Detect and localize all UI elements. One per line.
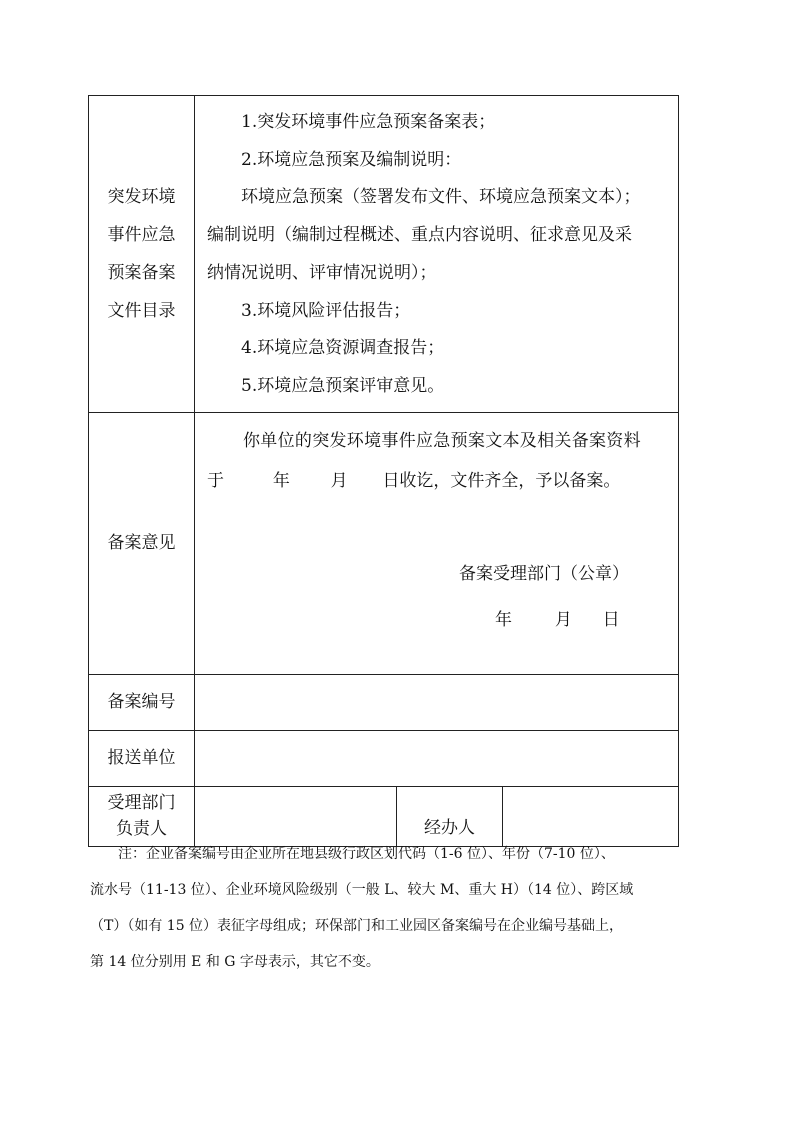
catalog-item: 编制说明（编制过程概述、重点内容说明、征求意见及采	[207, 225, 632, 246]
catalog-label	[89, 96, 195, 413]
filing-number-field[interactable]	[195, 674, 679, 730]
footnote-line: 第 14 位分别用 E 和 G 字母表示，其它不变。	[90, 954, 380, 970]
stamp-year: 年	[495, 609, 512, 630]
footnote-line: （T）（如有 15 位）表征字母组成；环保部门和工业园区备案编号在企业编号基础上，	[90, 918, 624, 934]
opinion-content	[195, 412, 679, 674]
submitting-unit-row	[89, 730, 679, 786]
catalog-item: 环境应急预案（签署发布文件、环境应急预案文本）；	[241, 187, 641, 208]
stamp-day: 日	[602, 609, 620, 630]
catalog-item: 4.环境应急资源调查报告；	[241, 338, 445, 359]
date-year: 年	[272, 470, 290, 491]
footnote	[90, 836, 690, 980]
responsible-label-line: 受理部门	[107, 793, 176, 814]
opinion-row	[89, 412, 679, 674]
footnote-line: 注：企业备案编号由企业所在地县级行政区划代码（1-6 位）、年份（7-10 位）、	[118, 846, 615, 862]
date-day-tail: 日收讫，文件齐全，予以备案。	[382, 470, 621, 491]
catalog-label-line: 突发环境	[107, 186, 176, 207]
date-prefix: 于	[207, 470, 224, 491]
stamp-month: 月	[554, 609, 572, 630]
catalog-list	[195, 96, 679, 413]
footnote-line: 流水号（11-13 位）、企业环境风险级别（一般 L、较大 M、重大 H）（14 位）、跨区域	[90, 882, 634, 898]
catalog-item: 1.突发环境事件应急预案备案表；	[241, 112, 496, 132]
opinion-text: 你单位的突发环境事件应急预案文本及相关备案资料	[243, 430, 641, 451]
received-date-line	[207, 461, 668, 501]
catalog-item: 2.环境应急预案及编制说明：	[241, 149, 462, 170]
submitting-unit-label: 报送单位	[89, 730, 195, 786]
catalog-label-line: 预案备案	[107, 262, 176, 283]
catalog-label-line: 事件应急	[107, 224, 176, 245]
filing-number-label: 备案编号	[89, 674, 195, 730]
stamp-date	[495, 605, 620, 630]
catalog-item: 3.环境风险评估报告；	[241, 300, 411, 321]
filing-number-row	[89, 674, 679, 730]
submitting-unit-field[interactable]	[195, 730, 679, 786]
date-month: 月	[330, 470, 348, 491]
opinion-label: 备案意见	[89, 412, 195, 674]
responsible-label-line: 负责人	[116, 819, 167, 840]
catalog-label-line: 文件目录	[107, 300, 176, 321]
catalog-row	[89, 96, 679, 413]
catalog-item: 纳情况说明、评审情况说明）；	[207, 262, 437, 283]
handler-label: 经办人	[397, 786, 503, 846]
filing-form-table	[88, 95, 679, 847]
catalog-item: 5.环境应急预案评审意见。	[241, 375, 445, 396]
stamp-department: 备案受理部门（公章）	[459, 563, 629, 584]
